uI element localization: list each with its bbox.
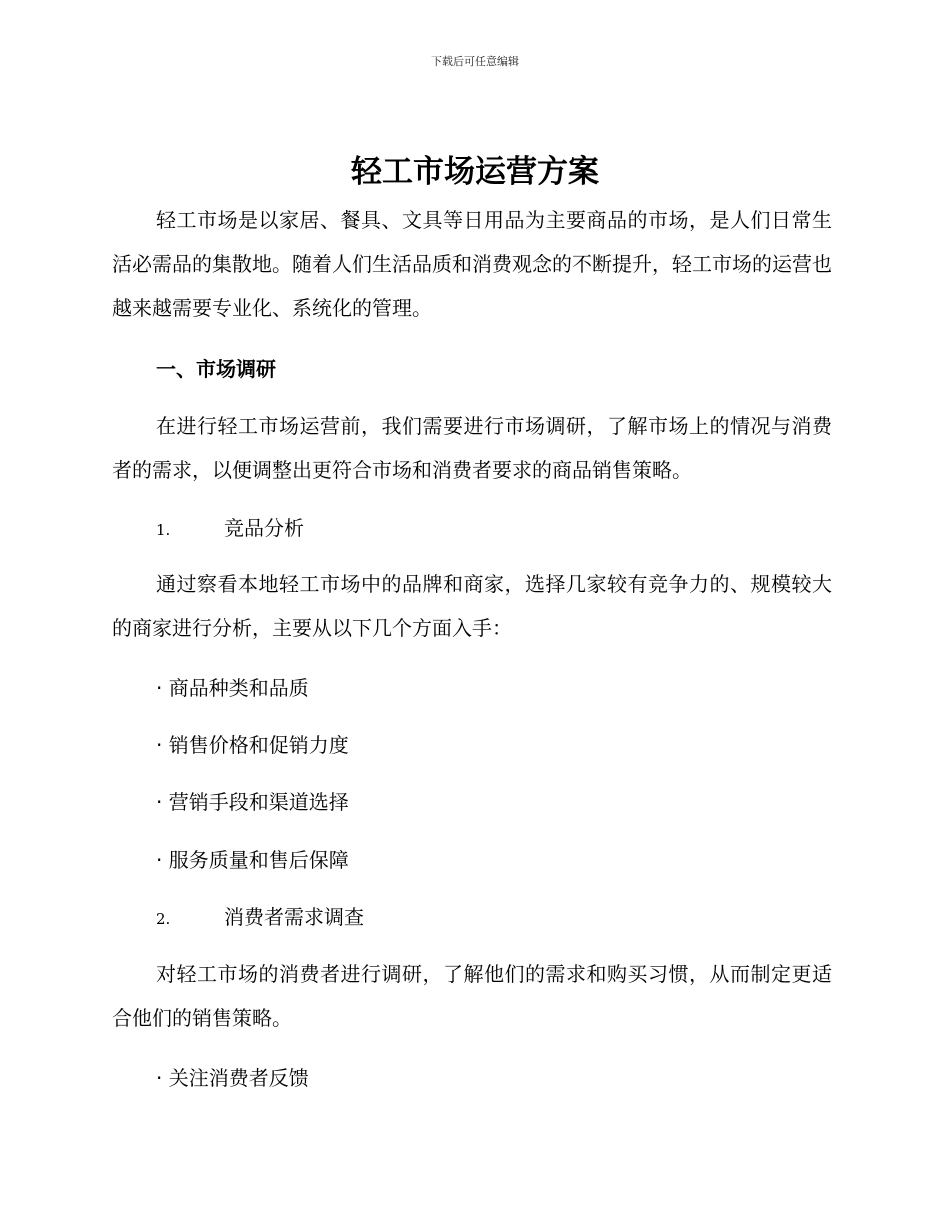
bullet-item: · 服务质量和售后保障 [156,848,349,872]
section-paragraph-market-research: 在进行轻工市场运营前，我们需要进行市场调研，了解市场上的情况与消费者的需求，以便调整出更符合市场和消费者要求的商品销售策略。 [112,414,832,482]
intro-paragraph: 轻工市场是以家居、餐具、文具等日用品为主要商品的市场，是人们日常生活必需品的集散地。随着人们生活品质和消费观念的不断提升，轻工市场的运营也越来越需要专业化、系统化的管理。 [112,208,832,320]
section-heading-market-research: 一、市场调研 [156,357,276,381]
item-label: 竞品分析 [224,516,304,540]
document-title: 轻工市场运营方案 [351,154,599,190]
item-number: 2. [156,910,171,928]
competitor-analysis-paragraph: 通过察看本地轻工市场中的品牌和商家，选择几家较有竞争力的、规模较大的商家进行分析，主要从以下几个方面入手： [112,572,832,640]
item-label: 消费者需求调查 [224,905,364,929]
numbered-item-consumer-survey [156,902,364,934]
bullet-item: · 商品种类和品质 [156,676,309,700]
consumer-survey-paragraph: 对轻工市场的消费者进行调研，了解他们的需求和购买习惯，从而制定更适合他们的销售策略。 [112,962,832,1030]
page-header-note: 下载后可任意编辑 [431,55,519,68]
bullet-item: · 营销手段和渠道选择 [156,790,349,814]
bullet-item: · 关注消费者反馈 [156,1066,309,1090]
numbered-item-competitor-analysis [156,513,304,545]
bullet-item: · 销售价格和促销力度 [156,733,349,757]
item-number: 1. [156,521,171,539]
